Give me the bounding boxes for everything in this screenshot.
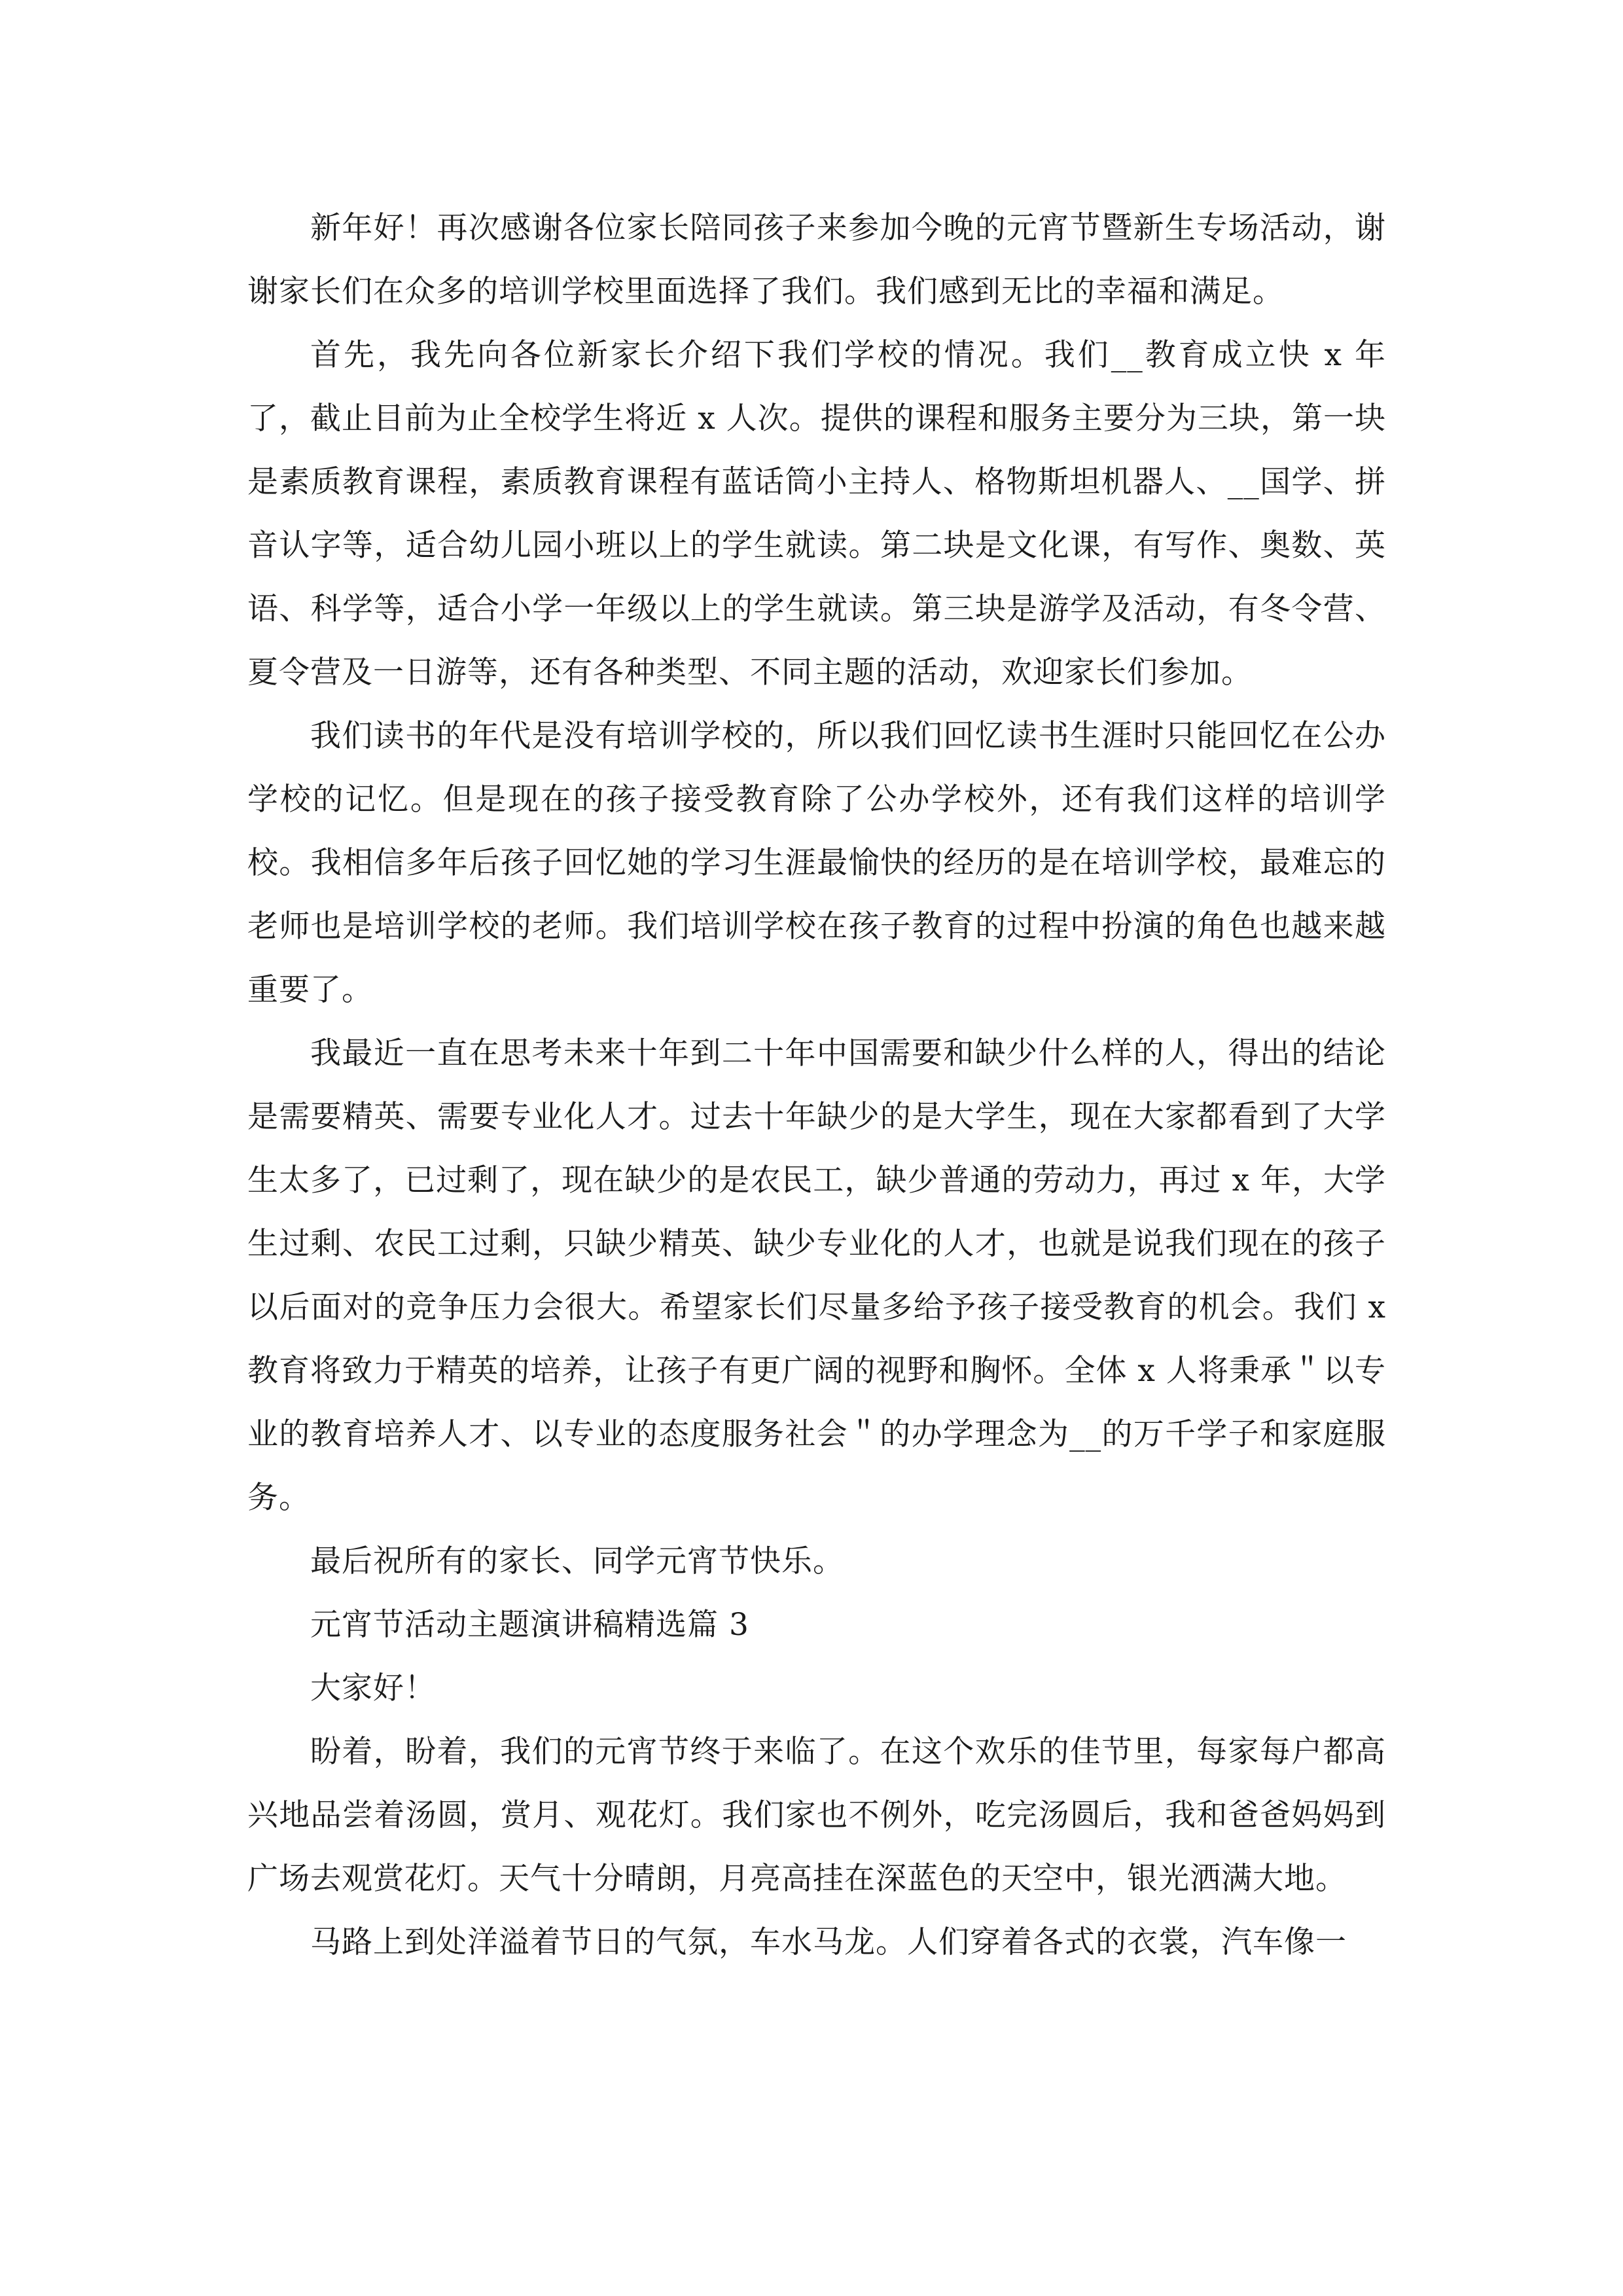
paragraph-future-talent: 我最近一直在思考未来十年到二十年中国需要和缺少什么样的人，得出的结论是需要精英、需要专业化人才。过去十年缺少的是大学生，现在大家都看到了大学生太多了，已过剩了，现在缺少的是农民工，缺少普通的劳动力，再过 x 年，大学生过剩、农民工过剩，只缺少精英、缺少专业化的人才，也就是说我们现在的孩子以后面对的竞争压力会很大。希望家长们尽量多给予孩子接受教育的机会。我们 x 教育将致力于精英的培养，让孩子有更广阔的视野和胸怀。全体 x 人将秉承＂以专业的教育培养人才、以专业的态度服务社会＂的办学理念为__的万千学子和家庭服务。 <box>247 1035 1386 1516</box>
section-heading: 元宵节活动主题演讲稿精选篇 3 <box>310 1607 749 1643</box>
document-body <box>247 196 1386 1974</box>
paragraph-festival-arrival: 盼着，盼着，我们的元宵节终于来临了。在这个欢乐的佳节里，每家每户都高兴地品尝着汤圆，赏月、观花灯。我们家也不例外，吃完汤圆后，我和爸爸妈妈到广场去观赏花灯。天气十分晴朗，月亮高挂在深蓝色的天空中，银光洒满大地。 <box>247 1734 1386 1897</box>
paragraph-street-scene: 马路上到处洋溢着节日的气氛，车水马龙。人们穿着各式的衣裳，汽车像一 <box>310 1924 1347 1960</box>
paragraph-salutation: 大家好！ <box>310 1670 436 1706</box>
paragraph-school-memory: 我们读书的年代是没有培训学校的，所以我们回忆读书生涯时只能回忆在公办学校的记忆。但是现在的孩子接受教育除了公办学校外，还有我们这样的培训学校。我相信多年后孩子回忆她的学习生涯最愉快的经历的是在培训学校，最难忘的老师也是培训学校的老师。我们培训学校在孩子教育的过程中扮演的角色也越来越重要了。 <box>247 718 1386 1008</box>
paragraph-school-intro: 首先，我先向各位新家长介绍下我们学校的情况。我们__教育成立快 x 年了，截止目前为止全校学生将近 x 人次。提供的课程和服务主要分为三块，第一块是素质教育课程，素质教育课程有蓝话筒小主持人、格物斯坦机器人、__国学、拼音认字等，适合幼儿园小班以上的学生就读。第二块是文化课，有写作、奥数、英语、科学等，适合小学一年级以上的学生就读。第三块是游学及活动，有冬令营、夏令营及一日游等，还有各种类型、不同主题的活动，欢迎家长们参加。 <box>247 337 1386 691</box>
paragraph-greeting: 新年好！再次感谢各位家长陪同孩子来参加今晚的元宵节暨新生专场活动，谢谢家长们在众多的培训学校里面选择了我们。我们感到无比的幸福和满足。 <box>247 210 1386 310</box>
paragraph-closing-wish: 最后祝所有的家长、同学元宵节快乐。 <box>310 1543 844 1579</box>
